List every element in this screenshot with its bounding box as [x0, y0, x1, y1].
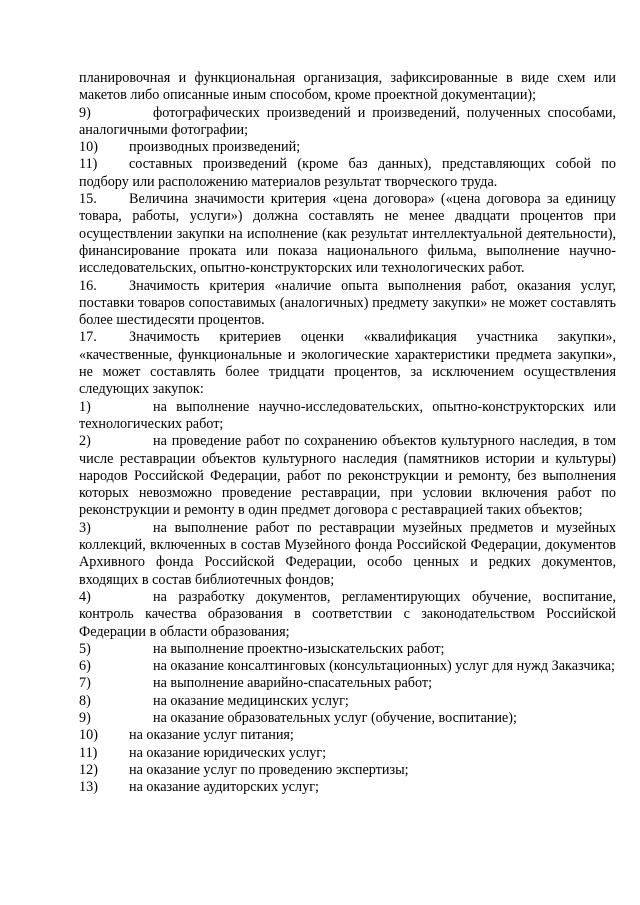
list-item	[79, 520, 616, 589]
item-text: на оказание аудиторских услуг;	[129, 779, 319, 796]
item-text: на оказание юридических услуг;	[129, 744, 327, 761]
item-number: 11)	[79, 156, 98, 173]
clause-number: 15.	[79, 191, 97, 208]
item-text: фотографических произведений и произведений, полученных способами, аналогичными фотографии;	[79, 104, 616, 138]
item-number: 10)	[79, 727, 98, 744]
list-item	[79, 675, 616, 692]
item-number: 2)	[79, 433, 91, 450]
clause-15	[79, 191, 616, 277]
list-item	[79, 745, 616, 762]
clause-number: 16.	[79, 277, 97, 294]
list-item	[79, 693, 616, 710]
item-number: 4)	[79, 588, 91, 605]
clause-text: Величина значимости критерия «цена договора» («цена договора за единицу товара, работы, услуги») должна составлять не менее двадцати процентов при осуществлении закупки на исполнение (как результат интеллектуальной деятельности), финансирование проката или показа национального фильма, выполнение научно-исследовательских, опытно-конструкторских или технологических работ.	[79, 191, 616, 277]
item-number: 11)	[79, 744, 98, 761]
item-number: 5)	[79, 640, 91, 657]
item-number: 6)	[79, 658, 91, 675]
list-item	[79, 139, 616, 156]
clause-text: Значимость критериев оценки «квалификация участника закупки», «качественные, функциональные и экологические характеристики предмета закупки», не может составлять более тридцати процентов, за исключением осуществления следующих закупок:	[79, 329, 616, 398]
item-number: 7)	[79, 675, 91, 692]
list-item	[79, 727, 616, 744]
item-number: 9)	[79, 104, 91, 121]
item-number: 8)	[79, 692, 91, 709]
clause-17	[79, 329, 616, 398]
paragraph	[79, 70, 616, 105]
clause-number: 17.	[79, 329, 97, 346]
clause-16	[79, 278, 616, 330]
item-number: 12)	[79, 761, 98, 778]
list-item	[79, 658, 616, 675]
item-text: на оказание услуг питания;	[129, 727, 294, 744]
item-text: на выполнение работ по реставрации музейных предметов и музейных коллекций, включенных в состав Музейного фонда Российской Федерации, документов Архивного фонда Российской Федерации, особо ценных и редких документов, входящих в состав библиотечных фондов;	[79, 519, 616, 588]
list-item	[79, 433, 616, 519]
item-text: на оказание консалтинговых (консультационных) услуг для нужд Заказчика;	[153, 658, 615, 675]
item-text: составных произведений (кроме баз данных), представляющих собой по подбору или расположению материалов результат творческого труда.	[79, 156, 616, 190]
list-item	[79, 779, 616, 796]
list-item	[79, 641, 616, 658]
item-text: на оказание медицинских услуг;	[153, 692, 349, 709]
item-text: на проведение работ по сохранению объектов культурного наследия, в том числе реставрации объектов культурного наследия (памятников истории и культуры) народов Российской Федерации, работ по реконструкции и ремонту, без выполнения которых невозможно проведение реставрации, при условии включения работ по реконструкции и ремонту в один предмет договора с реставрацией таких объектов;	[79, 433, 616, 519]
item-text: на разработку документов, регламентирующих обучение, воспитание, контроль качества образования в соответствии с законодательством Российской Федерации в области образования;	[79, 588, 616, 640]
list-item	[79, 156, 616, 191]
item-text: на выполнение аварийно-спасательных работ;	[153, 675, 433, 692]
list-item	[79, 399, 616, 434]
item-number: 9)	[79, 709, 91, 726]
item-text: на выполнение проектно-изыскательских работ;	[153, 640, 445, 657]
clause-text: Значимость критерия «наличие опыта выполнения работ, оказания услуг, поставки товаров сопоставимых (аналогичных) предмету закупки» не может составлять более шестидесяти процентов.	[79, 277, 616, 329]
item-text: на оказание образовательных услуг (обучение, воспитание);	[153, 709, 517, 726]
list-item	[79, 589, 616, 641]
item-text: производных произведений;	[129, 139, 301, 156]
list-item	[79, 762, 616, 779]
item-text: на оказание услуг по проведению экспертизы;	[129, 761, 409, 778]
item-number: 13)	[79, 779, 98, 796]
paragraph-text: планировочная и функциональная организация, зафиксированные в виде схем или макетов либо описанные иным способом, кроме проектной документации);	[79, 70, 616, 104]
item-number: 10)	[79, 139, 98, 156]
item-number: 1)	[79, 398, 91, 415]
list-item	[79, 105, 616, 140]
item-number: 3)	[79, 519, 91, 536]
item-text: на выполнение научно-исследовательских, опытно-конструкторских или технологических работ;	[79, 398, 616, 432]
list-item	[79, 710, 616, 727]
